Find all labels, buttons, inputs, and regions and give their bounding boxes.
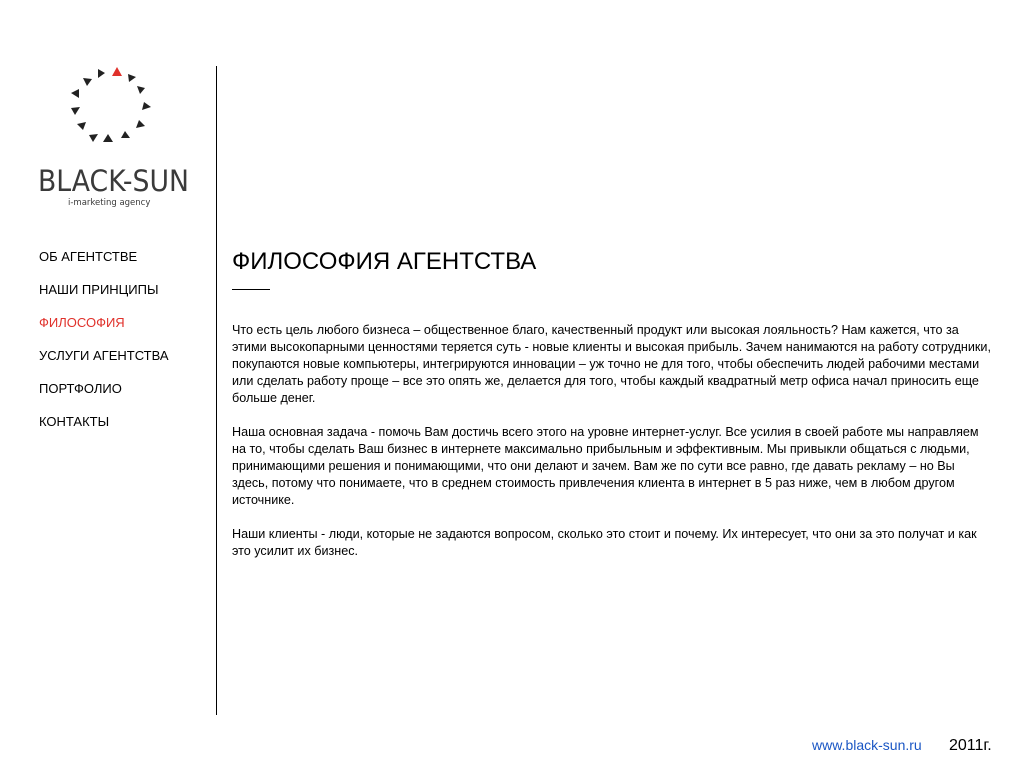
main-nav (39, 248, 169, 446)
logo-triangle (142, 102, 151, 110)
logo-triangle (71, 107, 80, 115)
brand-tagline: i-marketing agency (68, 198, 151, 208)
footer-year: 2011г. (949, 737, 992, 754)
logo-triangle (83, 78, 92, 86)
logo-triangle-red (112, 67, 122, 76)
logo-triangle (128, 74, 136, 82)
brand-name: BLACK-SUN (38, 164, 189, 198)
logo-triangle (137, 86, 145, 94)
logo-triangle (71, 89, 79, 98)
logo-triangle (89, 134, 98, 142)
logo-triangle (98, 69, 105, 78)
nav-item-portfolio[interactable]: ПОРТФОЛИО (39, 381, 122, 396)
nav-item-about[interactable]: ОБ АГЕНТСТВЕ (39, 249, 138, 264)
content-paragraph: Наши клиенты - люди, которые не задаются вопросом, сколько это стоит и почему. Их интересует, что они за это получат и как это усилит их бизнес. (232, 527, 977, 558)
vertical-divider (216, 66, 217, 715)
website-link[interactable]: www.black-sun.ru (812, 737, 922, 753)
nav-item-contacts[interactable]: КОНТАКТЫ (39, 414, 110, 429)
nav-item-principles[interactable]: НАШИ ПРИНЦИПЫ (39, 282, 159, 297)
sun-logo-icon (65, 64, 155, 149)
title-underline (232, 289, 270, 290)
nav-item-philosophy[interactable]: ФИЛОСОФИЯ (39, 315, 125, 330)
content-paragraph: Наша основная задача - помочь Вам достичь всего этого на уровне интернет-услуг. Все усилия в своей работе мы направляем на то, чтобы сделать Ваш бизнес в интернете максимально прибыльным и эффективным. Мы привыкли общаться с людьми, принимающими решения и понимающими, что они делают и зачем. Вам же по сути все равно, где давать рекламу – но Вы здесь, потому что понимаете, что в среднем стоимость привлечения клиента в интернет в 5 раз ниже, чем в любом другом источнике. (232, 425, 979, 507)
nav-item-services[interactable]: УСЛУГИ АГЕНТСТВА (39, 348, 169, 363)
content-paragraph: Что есть цель любого бизнеса – общественное благо, качественный продукт или высокая лояльность? Нам кажется, что за этими высокопарными ценностями теряется суть - новые клиенты и высокая прибыль. Зачем нанимаются на работу сотрудники, покупаются новые компьютеры, интегрируются инновации – уж точно не для того, чтобы обеспечить людей рабочими местами или сделать работу проще – все это опять же, делается для того, чтобы каждый квадратный метр офиса начал приносить еще больше денег. (232, 323, 991, 405)
main-content (232, 322, 992, 577)
logo[interactable] (38, 64, 188, 214)
logo-triangle (103, 134, 113, 142)
page-title: ФИЛОСОФИЯ АГЕНТСТВА (232, 248, 537, 275)
logo-triangle (121, 131, 130, 138)
logo-triangle (136, 120, 145, 128)
logo-triangle (77, 122, 86, 130)
